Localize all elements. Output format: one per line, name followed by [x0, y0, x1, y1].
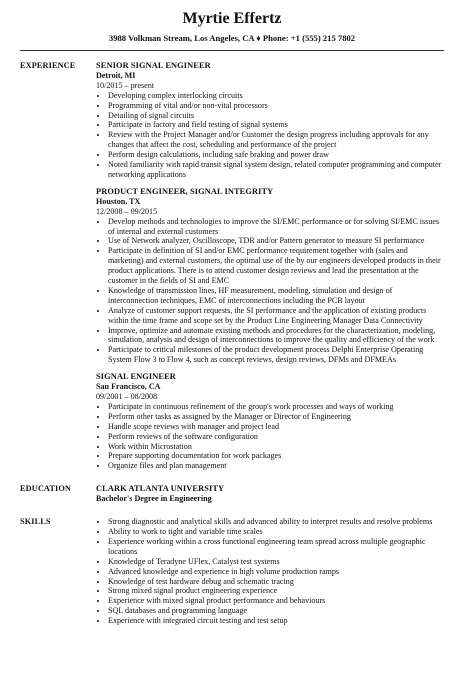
- list-item: • Improve, optimize and automate existing methods and procedures for the characterization, modeling, simulation, analysis and design of interconnections to improve the quality and efficiency of the work: [108, 326, 444, 346]
- list-item: • Participate to critical milestones of the product development process Delphi Enterprise Operating System Flow 3 to Flow 4, such as concept reviews, design reviews, DFMs and DFMEAs: [108, 345, 444, 365]
- contact-line: 3988 Volkman Stream, Los Angeles, CA ♦ Phone: +1 (555) 215 7802: [108, 33, 356, 43]
- list-item: • Analyze of customer support requests, the SI performance and the application of existing products within the time frame and scope set by the Product Line Engineering Manager Data Connectivity: [108, 306, 444, 326]
- list-item: • Participate in definition of SI and/or EMC performance requirement together with (sales and marketing) and external customers, the optimal use of the by our engineers developed products in their product applications. There is to attend customer design reviews and lead the presentation at the customer in the fields of SI and EMC: [108, 246, 444, 286]
- list-item: • Prepare supporting documentation for work packages: [108, 451, 444, 461]
- job-dates: 10/2015 – present: [96, 80, 154, 90]
- list-item: • Organize files and plan management: [108, 461, 444, 471]
- degree-name: Bachelor's Degree in Engineering: [96, 494, 212, 504]
- list-item: • Noted familiarity with rapid transit signal system design, related computer programming and computer networking applications: [108, 160, 444, 180]
- list-item: • Knowledge of Teradyne UFlex, Catalyst test systems: [108, 557, 444, 567]
- job-title: PRODUCT ENGINEER, SIGNAL INTEGRITY: [96, 186, 274, 196]
- list-item: • Ability to work to tight and variable time scales: [108, 527, 444, 537]
- job-location: Houston, TX: [96, 196, 141, 206]
- header-divider: [20, 50, 444, 51]
- list-item: • Experience with mixed signal product performance and behaviours: [108, 596, 444, 606]
- job-title: SIGNAL ENGINEER: [96, 372, 176, 382]
- list-item: • Participate in factory and field testing of signal systems: [108, 120, 444, 130]
- experience-body: [96, 61, 444, 478]
- list-item: • Programming of vital and/or non-vital processors: [108, 101, 444, 111]
- list-item: • Perform reviews of the software configuration: [108, 432, 444, 442]
- job-bullets: [96, 91, 444, 180]
- list-item: • Review with the Project Manager and/or Customer the design progress including approvals for any changes that affect the cost, scheduling and performance of the project: [108, 130, 444, 150]
- list-item: • Developing complex interlocking circuits: [108, 91, 444, 101]
- list-item: • Strong mixed signal product engineering experience: [108, 586, 444, 596]
- job-dates: 12/2008 – 09/2015: [96, 206, 158, 216]
- skills-label: SKILLS: [20, 517, 51, 527]
- education-section: [20, 484, 444, 504]
- list-item: • Advanced knowledge and experience in high volume production ramps: [108, 567, 444, 577]
- list-item: • Participate in continuous refinement of the group's work processes and ways of working: [108, 402, 444, 412]
- list-item: • Experience with integrated circuit testing and test setup: [108, 616, 444, 626]
- job-bullets: [96, 217, 444, 366]
- skills-list: [96, 517, 444, 626]
- job-entry: [96, 61, 444, 180]
- job-bullets: [96, 402, 444, 471]
- list-item: • Detailing of signal circuits: [108, 111, 444, 121]
- list-item: • Develop methods and technologies to improve the SI/EMC performance or for solving SI/EMC issues of internal and external customers: [108, 217, 444, 237]
- experience-label: EXPERIENCE: [20, 61, 76, 70]
- list-item: • Handle scope reviews with manager and project lead: [108, 422, 444, 432]
- education-label: EDUCATION: [20, 484, 71, 494]
- list-item: • Perform design calculations, including safe braking and power draw: [108, 150, 444, 160]
- experience-section: [20, 61, 444, 478]
- job-dates: 09/2001 – 08/2008: [96, 392, 158, 401]
- list-item: • SQL databases and programming language: [108, 606, 444, 616]
- list-item: • Knowledge of transmission lines, HF measurement, modeling, simulation and design of interconnection techniques, EMC of interconnections including the PCB layout: [108, 286, 444, 306]
- job-title: SENIOR SIGNAL ENGINEER: [96, 61, 211, 70]
- list-item: • Strong diagnostic and analytical skills and advanced ability to interpret results and resolve problems: [108, 517, 444, 527]
- list-item: • Knowledge of test hardware debug and schematic tracing: [108, 577, 444, 587]
- job-location: Detroit, MI: [96, 70, 136, 80]
- job-entry: [96, 187, 444, 365]
- education-body: [96, 484, 444, 504]
- list-item: • Perform other tasks as assigned by the Manager or Director of Engineering: [108, 412, 444, 422]
- skills-section: [20, 517, 444, 626]
- resume-header: [20, 0, 444, 44]
- skills-body: [96, 517, 444, 626]
- list-item: • Experience working within a cross functional engineering team spread across multiple geographic locations: [108, 537, 444, 557]
- list-item: • Work within Microstation: [108, 442, 444, 452]
- candidate-name: Myrtie Effertz: [182, 10, 282, 27]
- list-item: • Use of Network analyzer, Oscilloscope, TDR and/or Pattern generator to measure SI performance: [108, 236, 444, 246]
- job-location: San Francisco, CA: [96, 382, 161, 392]
- job-entry: [96, 372, 444, 471]
- school-name: CLARK ATLANTA UNIVERSITY: [96, 484, 225, 494]
